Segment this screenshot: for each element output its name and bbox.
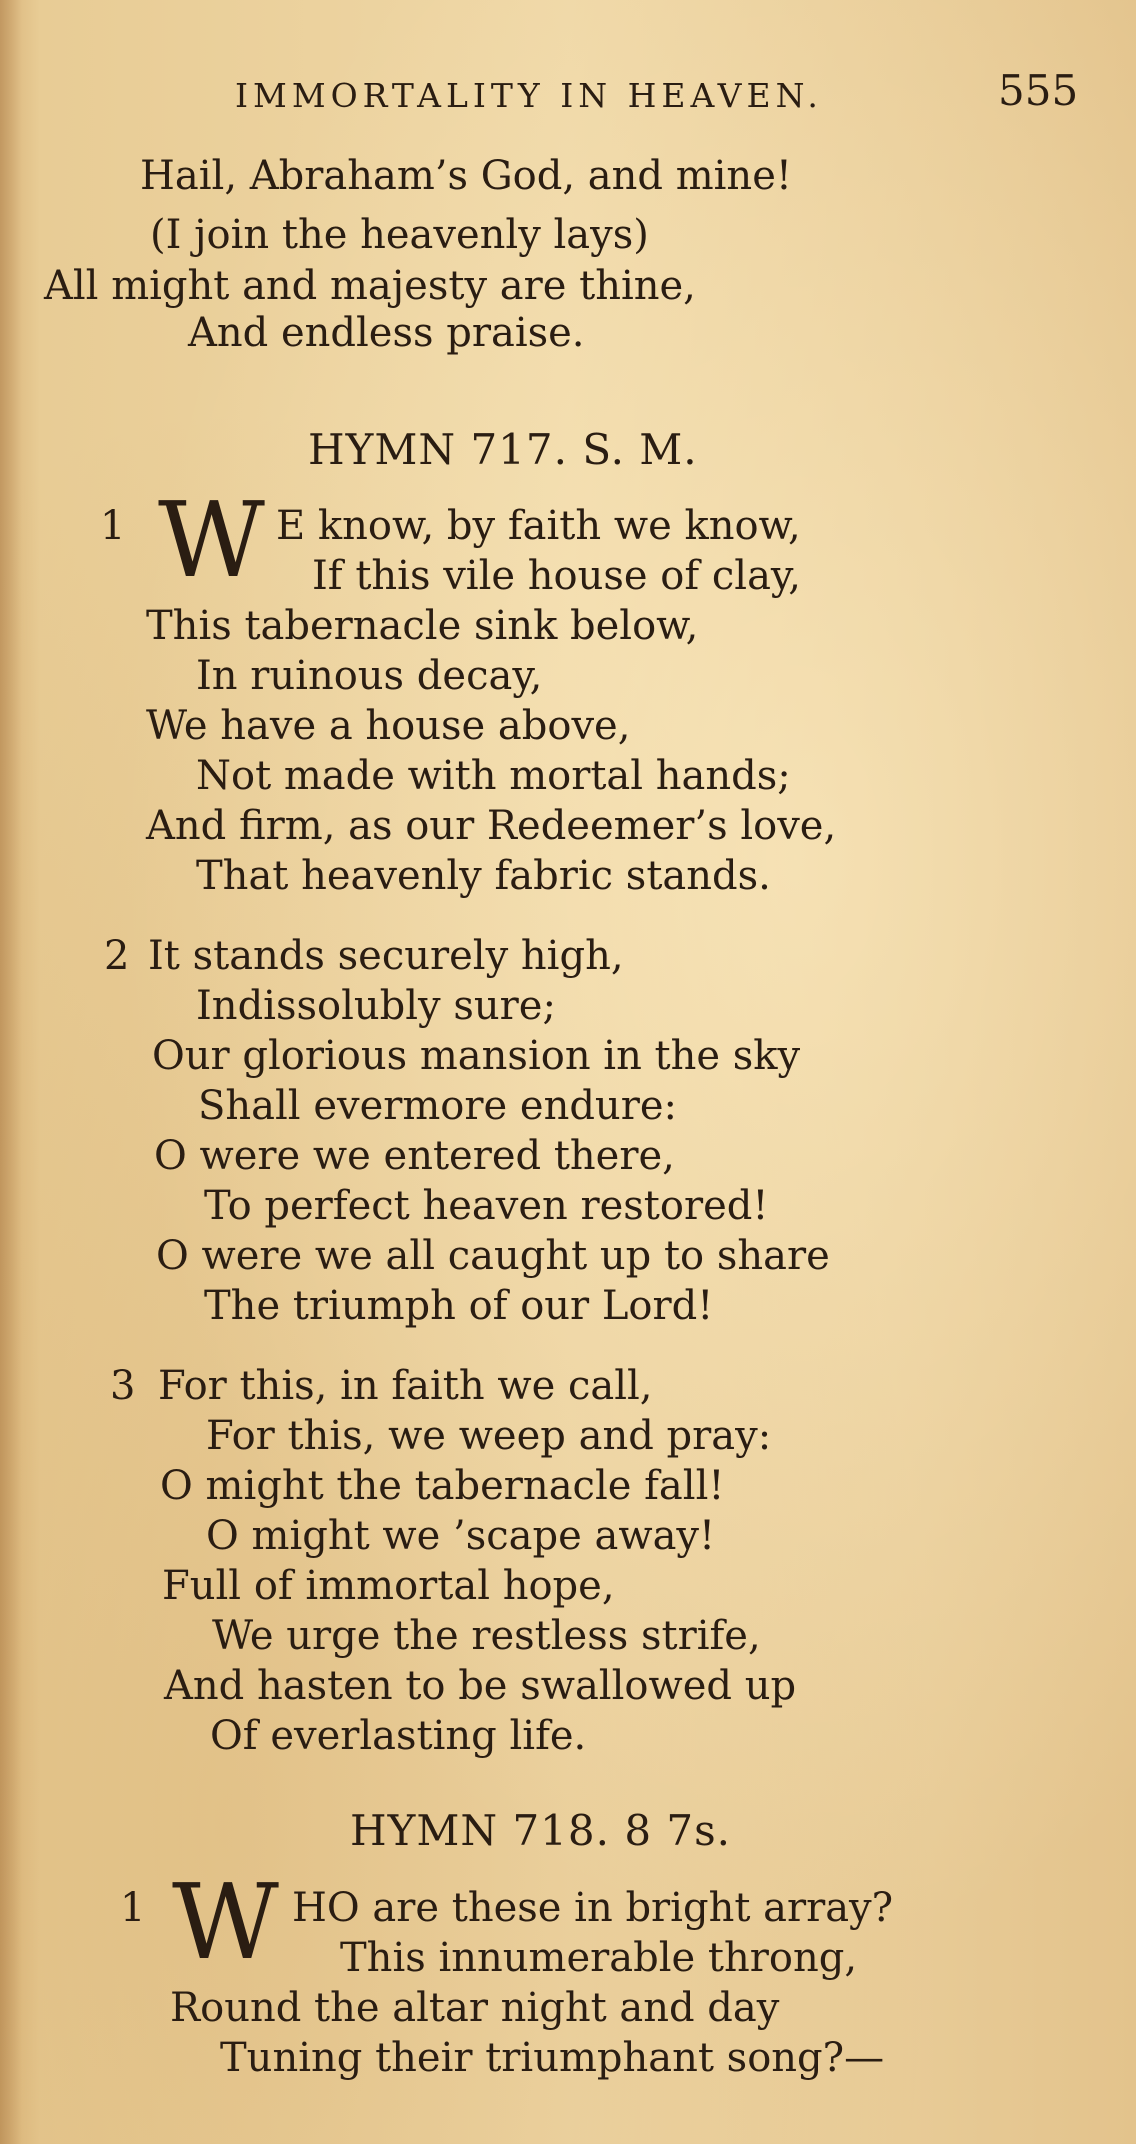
verse-line: The triumph of our Lord!: [204, 1283, 714, 1329]
verse-line: That heavenly fabric stands.: [196, 853, 771, 899]
verse-line: Of everlasting life.: [210, 1713, 587, 1759]
verse-line: Not made with mortal hands;: [196, 753, 791, 799]
verse-line: Full of immortal hope,: [162, 1563, 615, 1609]
verse-line: For this, we weep and pray:: [206, 1413, 772, 1459]
verse-line: If this vile house of clay,: [312, 553, 801, 599]
verse-line: Indissolubly sure;: [196, 983, 556, 1029]
hymn-heading: HYMN 717. S. M.: [308, 425, 698, 474]
verse-line: And firm, as our Redeemer’s love,: [146, 803, 837, 849]
verse-number: 2: [104, 933, 130, 979]
verse-line: E know, by faith we know,: [276, 503, 801, 549]
verse-line: Hail, Abraham’s God, and mine!: [140, 153, 792, 199]
hymn-heading: HYMN 718. 8 7s.: [350, 1806, 732, 1855]
drop-cap: W: [172, 1861, 279, 1983]
verse-line: We have a house above,: [146, 703, 631, 749]
verse-line: This tabernacle sink below,: [146, 603, 699, 649]
drop-cap: W: [158, 479, 265, 601]
verse-line: This innumerable throng,: [340, 1935, 858, 1981]
verse-line: (I join the heavenly lays): [150, 212, 649, 258]
verse-line: O might the tabernacle fall!: [160, 1463, 725, 1509]
verse-line: To perfect heaven restored!: [204, 1183, 769, 1229]
verse-line: Shall evermore endure:: [198, 1083, 677, 1129]
verse-line: Our glorious mansion in the sky: [152, 1033, 801, 1079]
verse-number: 1: [120, 1885, 146, 1931]
verse-line: Tuning their triumphant song?—: [220, 2035, 885, 2081]
running-title: IMMORTALITY IN HEAVEN.: [235, 76, 823, 115]
verse-line: O might we ’scape away!: [206, 1513, 716, 1559]
verse-line: And hasten to be swallowed up: [164, 1663, 797, 1709]
verse-number: 3: [110, 1363, 136, 1409]
page-header: [0, 62, 1136, 122]
verse-line: Round the altar night and day: [170, 1985, 780, 2031]
verse-line: It stands securely high,: [148, 933, 624, 979]
verse-number: 1: [100, 503, 126, 549]
verse-line: All might and majesty are thine,: [44, 263, 696, 309]
verse-line: And endless praise.: [188, 310, 585, 356]
page-number: 555: [998, 66, 1079, 115]
verse-line: We urge the restless strife,: [212, 1613, 761, 1659]
verse-line: HO are these in bright array?: [292, 1885, 894, 1931]
verse-line: O were we entered there,: [154, 1133, 675, 1179]
verse-line: In ruinous decay,: [196, 653, 543, 699]
page-edge-shadow: [0, 0, 22, 2144]
verse-line: For this, in faith we call,: [158, 1363, 653, 1409]
verse-line: O were we all caught up to share: [156, 1233, 830, 1279]
